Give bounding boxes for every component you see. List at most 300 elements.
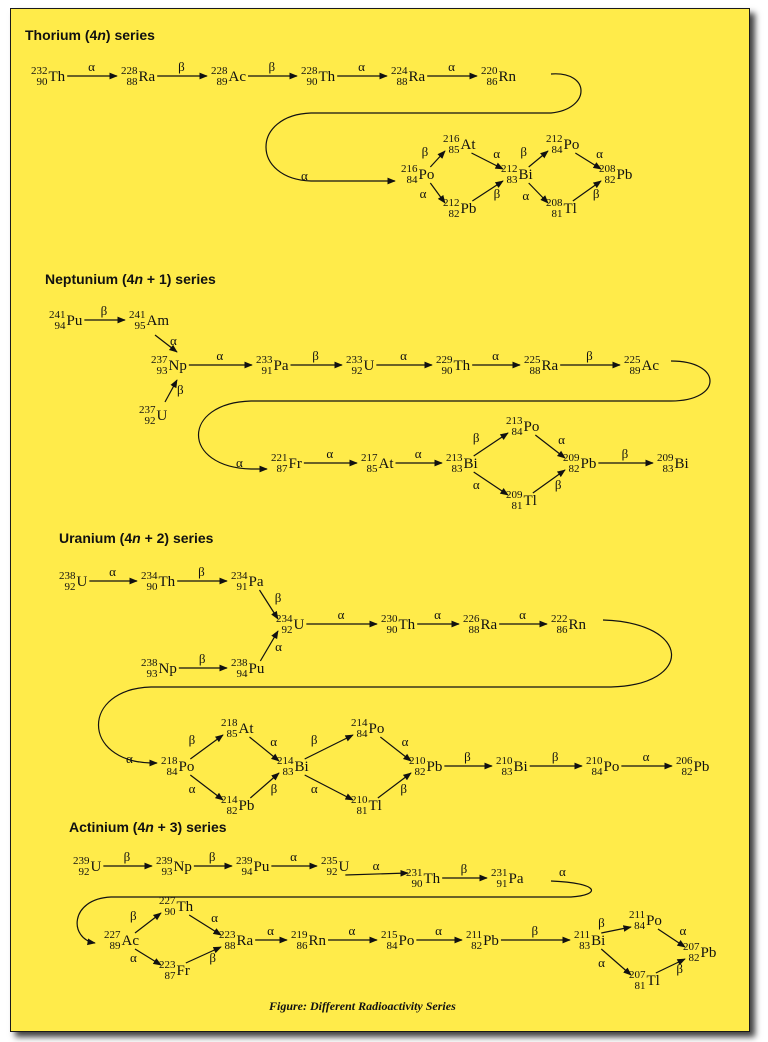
nuclide-pb-206 <box>676 756 709 778</box>
element-symbol: Po <box>646 912 662 929</box>
alpha-decay-label: α <box>558 431 565 447</box>
nuclide-numbers <box>574 930 590 952</box>
nuclide-po-210 <box>586 756 619 778</box>
nuclide-numbers <box>436 355 453 377</box>
mass-number: 239 <box>236 855 253 867</box>
mass-number: 220 <box>481 65 498 77</box>
mass-number: 208 <box>546 197 563 209</box>
beta-decay-label: β <box>209 950 217 965</box>
element-symbol: Po <box>563 136 580 153</box>
beta-decay-label: β <box>178 59 185 74</box>
atomic-number: 84 <box>386 940 398 952</box>
atomic-number: 83 <box>501 766 513 778</box>
nuclide-numbers <box>683 942 700 964</box>
beta-decay-label: β <box>130 908 137 923</box>
mass-number: 214 <box>351 717 368 729</box>
atomic-number: 88 <box>126 76 138 88</box>
atomic-number: 84 <box>166 766 178 778</box>
mass-number: 228 <box>121 65 138 77</box>
nuclide-am-241 <box>129 310 169 332</box>
nuclide-th-231 <box>406 868 440 890</box>
nuclide-numbers <box>271 453 288 475</box>
alpha-decay-label: α <box>270 734 278 749</box>
element-symbol: Pb <box>238 797 255 814</box>
atomic-number: 86 <box>556 624 568 636</box>
nuclide-u-238 <box>59 571 87 593</box>
nuclide-numbers <box>551 614 568 636</box>
nuclide-th-228 <box>301 66 335 88</box>
atomic-number: 90 <box>164 906 176 918</box>
nuclide-numbers <box>409 756 426 778</box>
nuclide-numbers <box>221 795 238 817</box>
mass-number: 210 <box>586 755 603 767</box>
nuclide-numbers <box>321 856 338 878</box>
beta-decay-label: β <box>274 589 282 605</box>
alpha-decay-label: α <box>679 923 687 938</box>
atomic-number: 92 <box>78 866 90 878</box>
element-symbol: Pu <box>66 312 83 329</box>
element-symbol: Bi <box>294 758 309 775</box>
alpha-decay-label: α <box>519 607 526 622</box>
alpha-decay-label: α <box>236 455 243 470</box>
element-symbol: U <box>90 858 102 875</box>
atomic-number: 88 <box>224 940 236 952</box>
alpha-decay-label: α <box>493 146 501 161</box>
mass-number: 218 <box>161 755 178 767</box>
element-symbol: Ra <box>408 68 426 85</box>
nuclide-ra-228 <box>121 66 155 88</box>
atomic-number: 87 <box>164 970 176 982</box>
mass-number: 222 <box>551 613 568 625</box>
nuclide-numbers <box>129 310 146 332</box>
nuclide-bi-214 <box>277 756 309 778</box>
element-symbol: Ac <box>228 68 246 85</box>
nuclide-pb-214 <box>221 795 254 817</box>
element-symbol: Po <box>603 758 620 775</box>
nuclide-numbers <box>231 658 248 680</box>
mass-number: 207 <box>629 969 646 981</box>
alpha-decay-label: α <box>598 955 605 970</box>
nuclide-numbers <box>351 795 368 817</box>
element-symbol: Th <box>453 357 471 374</box>
nuclide-numbers <box>443 134 460 156</box>
element-symbol: Ra <box>541 357 559 374</box>
element-symbol: Th <box>423 870 441 887</box>
nuclide-numbers <box>221 718 238 740</box>
figure-page <box>10 8 750 1032</box>
beta-decay-label: β <box>188 732 196 747</box>
mass-number: 218 <box>221 717 238 729</box>
mass-number: 230 <box>381 613 398 625</box>
alpha-decay-label: α <box>216 348 224 363</box>
mass-number: 238 <box>231 657 248 669</box>
nuclide-pa-233 <box>256 355 289 377</box>
beta-decay-label: β <box>312 348 319 363</box>
nuclide-ac-225 <box>624 355 659 377</box>
nuclide-numbers <box>156 856 173 878</box>
nuclide-numbers <box>291 930 308 952</box>
atomic-number: 84 <box>634 920 646 932</box>
decay-arrows-layer <box>11 9 749 1031</box>
mass-number: 229 <box>436 354 453 366</box>
atomic-number: 85 <box>226 728 238 740</box>
nuclide-pu-241 <box>49 310 82 332</box>
nuclide-th-229 <box>436 355 470 377</box>
nuclide-numbers <box>381 930 398 952</box>
atomic-number: 82 <box>226 805 238 817</box>
element-symbol: Ac <box>121 932 139 949</box>
atomic-number: 90 <box>146 581 158 593</box>
nuclide-ac-228 <box>211 66 246 88</box>
mass-number: 237 <box>139 404 156 416</box>
alpha-decay-label: α <box>642 749 650 764</box>
nuclide-numbers <box>301 66 318 88</box>
alpha-decay-label: α <box>372 858 380 873</box>
mass-number: 233 <box>256 354 273 366</box>
decay-arrow-a4-a5 <box>345 873 408 875</box>
nuclide-numbers <box>506 490 523 512</box>
element-symbol: U <box>338 858 350 875</box>
alpha-decay-label: α <box>310 780 318 796</box>
element-symbol: Th <box>398 616 416 633</box>
element-symbol: Th <box>158 573 176 590</box>
nuclide-numbers <box>381 614 398 636</box>
beta-decay-label: β <box>621 446 629 461</box>
mass-number: 227 <box>104 929 121 941</box>
nuclide-numbers <box>141 571 158 593</box>
atomic-number: 82 <box>568 463 580 475</box>
beta-decay-label: β <box>208 849 216 864</box>
mass-number: 224 <box>391 65 408 77</box>
nuclide-ra-223 <box>219 930 253 952</box>
atomic-number: 82 <box>604 174 616 186</box>
mass-number: 214 <box>277 755 294 767</box>
alpha-decay-label: α <box>348 923 356 938</box>
atomic-number: 85 <box>366 463 378 475</box>
element-symbol: Bi <box>518 166 533 183</box>
beta-decay-label: β <box>460 861 468 876</box>
beta-decay-label: β <box>592 186 600 201</box>
alpha-decay-label: α <box>337 607 345 622</box>
element-symbol: Ra <box>236 932 254 949</box>
nuclide-numbers <box>501 164 518 186</box>
element-symbol: Tl <box>646 972 660 989</box>
atomic-number: 84 <box>591 766 603 778</box>
thorium-series-title: Thorium (4n) series <box>25 27 155 43</box>
nuclide-tl-209 <box>506 490 537 512</box>
nuclide-numbers <box>219 930 236 952</box>
atomic-number: 81 <box>551 208 563 220</box>
atomic-number: 84 <box>511 426 523 438</box>
element-symbol: Pb <box>460 200 477 217</box>
atomic-number: 82 <box>414 766 426 778</box>
nuclide-numbers <box>546 134 563 156</box>
nuclide-pu-238 <box>231 658 264 680</box>
mass-number: 219 <box>291 929 308 941</box>
mass-number: 237 <box>151 354 168 366</box>
atomic-number: 90 <box>441 365 453 377</box>
mass-number: 206 <box>676 755 693 767</box>
nuclide-pb-209 <box>563 453 596 475</box>
mass-number: 209 <box>563 452 580 464</box>
nuclide-u-235 <box>321 856 349 878</box>
nuclide-bi-213 <box>446 453 478 475</box>
alpha-decay-label: α <box>326 446 334 461</box>
nuclide-numbers <box>481 66 498 88</box>
atomic-number: 83 <box>282 766 294 778</box>
nuclide-numbers <box>491 868 508 890</box>
element-symbol: Pb <box>580 455 597 472</box>
nuclide-numbers <box>624 355 641 377</box>
nuclide-numbers <box>256 355 273 377</box>
mass-number: 231 <box>406 867 423 879</box>
element-symbol: U <box>293 616 305 633</box>
mass-number: 210 <box>409 755 426 767</box>
atomic-number: 88 <box>529 365 541 377</box>
nuclide-numbers <box>151 355 168 377</box>
atomic-number: 93 <box>146 668 158 680</box>
nuclide-numbers <box>231 571 248 593</box>
nuclide-numbers <box>73 856 90 878</box>
element-symbol: Ac <box>641 357 659 374</box>
mass-number: 228 <box>301 65 318 77</box>
atomic-number: 93 <box>156 365 168 377</box>
nuclide-fr-223 <box>159 960 190 982</box>
element-symbol: Pu <box>253 858 270 875</box>
atomic-number: 90 <box>411 878 423 890</box>
element-symbol: At <box>238 720 254 737</box>
uranium-series-title: Uranium (4n + 2) series <box>59 530 214 546</box>
nuclide-ra-225 <box>524 355 558 377</box>
beta-decay-label: β <box>472 429 480 445</box>
mass-number: 238 <box>59 570 76 582</box>
nuclide-numbers <box>586 756 603 778</box>
atomic-number: 92 <box>326 866 338 878</box>
alpha-decay-label: α <box>211 910 218 925</box>
element-symbol: Ra <box>138 68 156 85</box>
alpha-decay-label: α <box>435 923 442 938</box>
mass-number: 223 <box>219 929 236 941</box>
atomic-number: 85 <box>448 144 460 156</box>
nuclide-numbers <box>276 614 293 636</box>
alpha-decay-label: α <box>522 188 530 203</box>
atomic-number: 90 <box>36 76 48 88</box>
nuclide-numbers <box>31 66 48 88</box>
mass-number: 212 <box>501 163 518 175</box>
mass-number: 210 <box>496 755 513 767</box>
decay-arrow-n4-n3 <box>165 380 177 402</box>
alpha-decay-label: α <box>130 950 137 965</box>
atomic-number: 83 <box>579 940 591 952</box>
nuclide-numbers <box>121 66 138 88</box>
alpha-decay-label: α <box>414 446 422 461</box>
nuclide-numbers <box>406 868 423 890</box>
mass-number: 209 <box>657 452 674 464</box>
nuclide-numbers <box>676 756 693 778</box>
atomic-number: 88 <box>468 624 480 636</box>
atomic-number: 89 <box>109 940 121 952</box>
mass-number: 216 <box>401 163 418 175</box>
atomic-number: 94 <box>236 668 248 680</box>
nuclide-numbers <box>361 453 378 475</box>
element-symbol: Th <box>318 68 336 85</box>
atomic-number: 84 <box>551 144 563 156</box>
alpha-decay-label: α <box>88 59 95 74</box>
element-symbol: Tl <box>563 200 577 217</box>
mass-number: 207 <box>683 941 700 953</box>
beta-decay-label: β <box>586 348 593 363</box>
element-symbol: Tl <box>523 492 537 509</box>
nuclide-numbers <box>629 970 646 992</box>
nuclide-po-216 <box>401 164 434 186</box>
alpha-decay-label: α <box>126 751 133 766</box>
alpha-decay-label: α <box>596 146 603 161</box>
mass-number: 241 <box>49 309 66 321</box>
element-symbol: U <box>363 357 375 374</box>
element-symbol: Po <box>178 758 195 775</box>
nuclide-numbers <box>59 571 76 593</box>
atomic-number: 89 <box>629 365 641 377</box>
atomic-number: 90 <box>306 76 318 88</box>
alpha-decay-label: α <box>275 639 282 654</box>
beta-decay-label: β <box>421 144 429 159</box>
alpha-decay-label: α <box>492 348 499 363</box>
atomic-number: 81 <box>356 805 368 817</box>
nuclide-at-216 <box>443 134 476 156</box>
atomic-number: 89 <box>216 76 228 88</box>
mass-number: 211 <box>466 929 483 941</box>
beta-decay-label: β <box>551 749 559 764</box>
figure-caption: Figure: Different Radioactivity Series <box>269 999 456 1013</box>
atomic-number: 90 <box>386 624 398 636</box>
element-symbol: Fr <box>288 455 302 472</box>
nuclide-np-239 <box>156 856 192 878</box>
beta-decay-label: β <box>554 476 562 492</box>
element-symbol: Rn <box>568 616 587 633</box>
nuclide-rn-220 <box>481 66 516 88</box>
beta-decay-label: β <box>598 915 605 930</box>
element-symbol: Pa <box>508 870 524 887</box>
nuclide-ra-226 <box>463 614 497 636</box>
mass-number: 210 <box>351 794 368 806</box>
atomic-number: 81 <box>634 980 646 992</box>
nuclide-numbers <box>599 164 616 186</box>
nuclide-ra-224 <box>391 66 425 88</box>
nuclide-fr-221 <box>271 453 302 475</box>
nuclide-pb-207 <box>683 942 716 964</box>
element-symbol: Pa <box>248 573 264 590</box>
nuclide-numbers <box>277 756 294 778</box>
nuclide-po-212 <box>546 134 579 156</box>
nuclide-numbers <box>161 756 178 778</box>
mass-number: 234 <box>141 570 158 582</box>
mass-number: 211 <box>629 909 646 921</box>
element-symbol: Po <box>523 418 540 435</box>
mass-number: 213 <box>446 452 463 464</box>
atomic-number: 91 <box>261 365 273 377</box>
nuclide-numbers <box>346 355 363 377</box>
atomic-number: 94 <box>54 320 66 332</box>
beta-decay-label: β <box>493 186 501 201</box>
nuclide-po-214 <box>351 718 384 740</box>
mass-number: 225 <box>524 354 541 366</box>
nuclide-tl-207 <box>629 970 660 992</box>
beta-decay-label: β <box>198 651 206 666</box>
element-symbol: Pb <box>616 166 633 183</box>
atomic-number: 81 <box>511 500 523 512</box>
alpha-decay-label: α <box>290 849 297 864</box>
mass-number: 221 <box>271 452 288 464</box>
nuclide-u-233 <box>346 355 374 377</box>
nuclide-bi-212 <box>501 164 533 186</box>
element-symbol: Bi <box>513 758 528 775</box>
nuclide-u-234 <box>276 614 304 636</box>
mass-number: 215 <box>381 929 398 941</box>
atomic-number: 86 <box>486 76 498 88</box>
nuclide-u-237 <box>139 405 167 427</box>
mass-number: 214 <box>221 794 238 806</box>
alpha-decay-label: α <box>400 348 407 363</box>
alpha-decay-label: α <box>267 923 274 938</box>
nuclide-numbers <box>657 453 674 475</box>
nuclide-numbers <box>211 66 228 88</box>
element-symbol: Rn <box>308 932 327 949</box>
beta-decay-label: β <box>123 849 131 864</box>
element-symbol: Po <box>368 720 385 737</box>
element-symbol: Tl <box>368 797 382 814</box>
beta-decay-label: β <box>310 732 318 747</box>
element-symbol: Pu <box>248 660 265 677</box>
element-symbol: Pb <box>483 932 499 949</box>
mass-number: 239 <box>156 855 173 867</box>
nuclide-numbers <box>506 416 523 438</box>
alpha-decay-label: α <box>188 780 196 796</box>
beta-decay-label: β <box>400 780 408 796</box>
nuclide-pb-208 <box>599 164 632 186</box>
mass-number: 226 <box>463 613 480 625</box>
nuclide-po-211 <box>629 910 662 932</box>
mass-number: 216 <box>443 133 460 145</box>
atomic-number: 91 <box>496 878 508 890</box>
element-symbol: Ra <box>480 616 498 633</box>
element-symbol: Np <box>168 357 187 374</box>
beta-decay-label: β <box>270 780 278 796</box>
nuclide-po-215 <box>381 930 414 952</box>
element-symbol: Po <box>398 932 415 949</box>
element-symbol: Th <box>176 898 194 915</box>
nuclide-pb-210 <box>409 756 442 778</box>
mass-number: 239 <box>73 855 90 867</box>
nuclide-numbers <box>159 896 176 918</box>
alpha-decay-label: α <box>434 607 441 622</box>
atomic-number: 82 <box>681 766 693 778</box>
nuclide-bi-211 <box>574 930 605 952</box>
beta-decay-label: β <box>531 923 539 938</box>
alpha-decay-label: α <box>358 59 365 74</box>
atomic-number: 94 <box>241 866 253 878</box>
element-symbol: Rn <box>498 68 517 85</box>
mass-number: 212 <box>443 197 460 209</box>
atomic-number: 92 <box>64 581 76 593</box>
nuclide-numbers <box>446 453 463 475</box>
atomic-number: 88 <box>396 76 408 88</box>
nuclide-at-217 <box>361 453 394 475</box>
element-symbol: U <box>156 407 168 424</box>
element-symbol: At <box>460 136 476 153</box>
alpha-decay-label: α <box>109 564 116 579</box>
nuclide-bi-210 <box>496 756 528 778</box>
nuclide-numbers <box>463 614 480 636</box>
